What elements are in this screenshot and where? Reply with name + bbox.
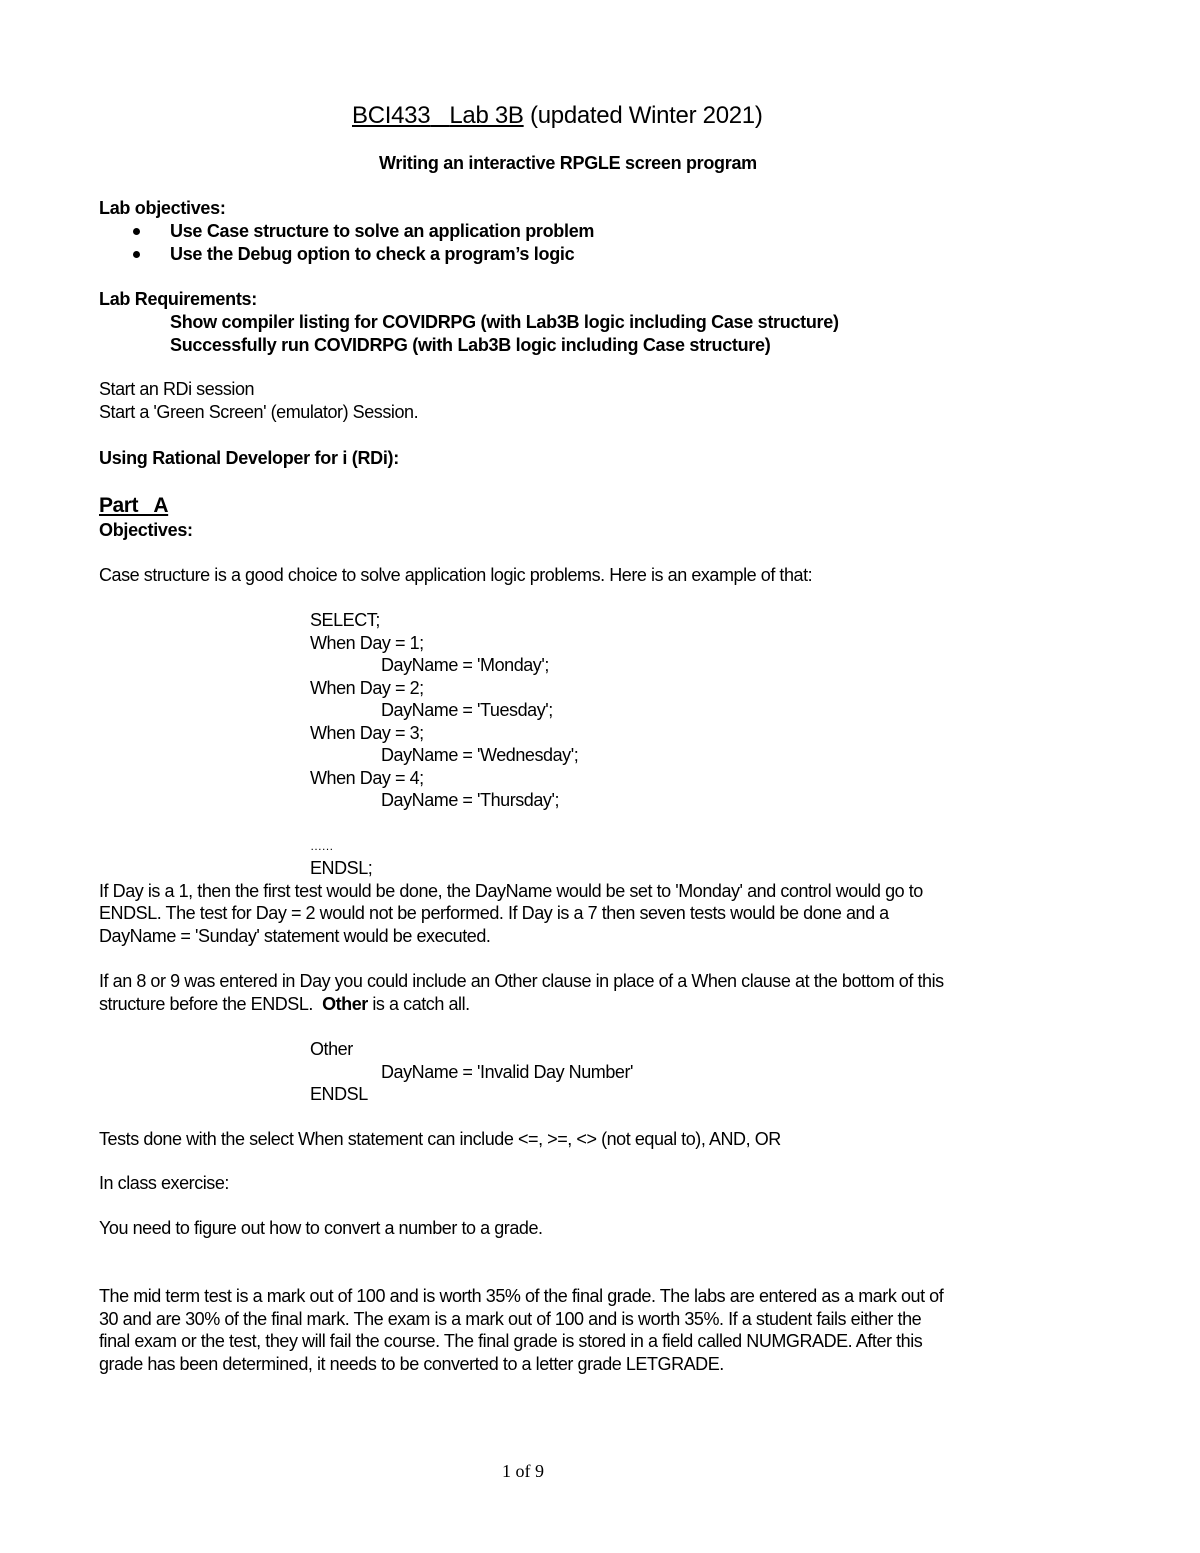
using-heading: Using Rational Developer for i (RDi): bbox=[99, 448, 399, 468]
page-number: 1 of 9 bbox=[502, 1461, 544, 1481]
subtitle: Writing an interactive RPGLE screen program bbox=[379, 153, 757, 173]
tests-line: Tests done with the select When statement can include <=, >=, <> (not equal to), AND, OR bbox=[99, 1129, 781, 1149]
code-line: DayName = 'Wednesday'; bbox=[381, 745, 579, 765]
exercise-label: In class exercise: bbox=[99, 1173, 229, 1193]
code-line: When Day = 1; bbox=[310, 633, 424, 653]
code-line: DayName = 'Monday'; bbox=[381, 655, 549, 675]
code-line: SELECT; bbox=[310, 610, 380, 630]
requirements-heading: Lab Requirements: bbox=[99, 289, 257, 309]
paragraph-line: final exam or the test, they will fail the course. The final grade is stored in a field called NUMGRADE. After this bbox=[99, 1331, 923, 1351]
code-line: DayName = 'Thursday'; bbox=[381, 790, 559, 810]
code-line: Other bbox=[310, 1039, 353, 1059]
bullet-icon bbox=[133, 228, 140, 235]
title-note: (updated Winter 2021) bbox=[530, 102, 763, 129]
paragraph-line: ENDSL. The test for Day = 2 would not be performed. If Day is a 7 then seven tests would be done and a bbox=[99, 903, 889, 923]
code-line: ENDSL; bbox=[310, 858, 373, 878]
paragraph-line: If an 8 or 9 was entered in Day you could include an Other clause in place of a When clause at the bottom of this bbox=[99, 971, 944, 991]
exercise-text: You need to figure out how to convert a number to a grade. bbox=[99, 1218, 543, 1238]
requirement-item: Successfully run COVIDRPG (with Lab3B logic including Case structure) bbox=[170, 335, 771, 355]
objective-item: Use the Debug option to check a program’s logic bbox=[170, 243, 574, 265]
code-line: DayName = 'Invalid Day Number' bbox=[381, 1062, 633, 1082]
page-title bbox=[352, 102, 763, 130]
objectives-heading: Lab objectives: bbox=[99, 198, 226, 218]
code-line: When Day = 2; bbox=[310, 678, 424, 698]
paragraph-line: The mid term test is a mark out of 100 and is worth 35% of the final grade. The labs are entered as a mark out of bbox=[99, 1286, 944, 1306]
intro-text: Case structure is a good choice to solve application logic problems. Here is an example of that: bbox=[99, 565, 813, 585]
bullet-icon bbox=[133, 251, 140, 258]
start-line: Start a 'Green Screen' (emulator) Session. bbox=[99, 402, 419, 422]
other-keyword: Other bbox=[322, 994, 368, 1014]
paragraph-line: If Day is a 1, then the first test would be done, the DayName would be set to 'Monday' and control would go to bbox=[99, 881, 923, 901]
course-code: BCI433 bbox=[352, 102, 431, 129]
code-line: When Day = 3; bbox=[310, 723, 424, 743]
code-line: When Day = 4; bbox=[310, 768, 424, 788]
code-line: …… bbox=[310, 839, 334, 853]
objective-item: Use Case structure to solve an application problem bbox=[170, 220, 594, 242]
objectives-label: Objectives: bbox=[99, 520, 193, 540]
paragraph-line: 30 and are 30% of the final mark. The exam is a mark out of 100 and is worth 35%. If a student fails either the bbox=[99, 1309, 922, 1329]
code-line: DayName = 'Tuesday'; bbox=[381, 700, 553, 720]
paragraph-line: DayName = 'Sunday' statement would be executed. bbox=[99, 926, 491, 946]
paragraph-line: structure before the ENDSL. Other is a catch all. bbox=[99, 994, 470, 1014]
code-line: ENDSL bbox=[310, 1084, 368, 1104]
paragraph-line: grade has been determined, it needs to be converted to a letter grade LETGRADE. bbox=[99, 1354, 724, 1374]
requirement-item: Show compiler listing for COVIDRPG (with Lab3B logic including Case structure) bbox=[170, 312, 839, 332]
start-line: Start an RDi session bbox=[99, 379, 255, 399]
part-a-heading: Part A bbox=[99, 494, 169, 517]
lab-name: Lab 3B bbox=[449, 102, 524, 129]
